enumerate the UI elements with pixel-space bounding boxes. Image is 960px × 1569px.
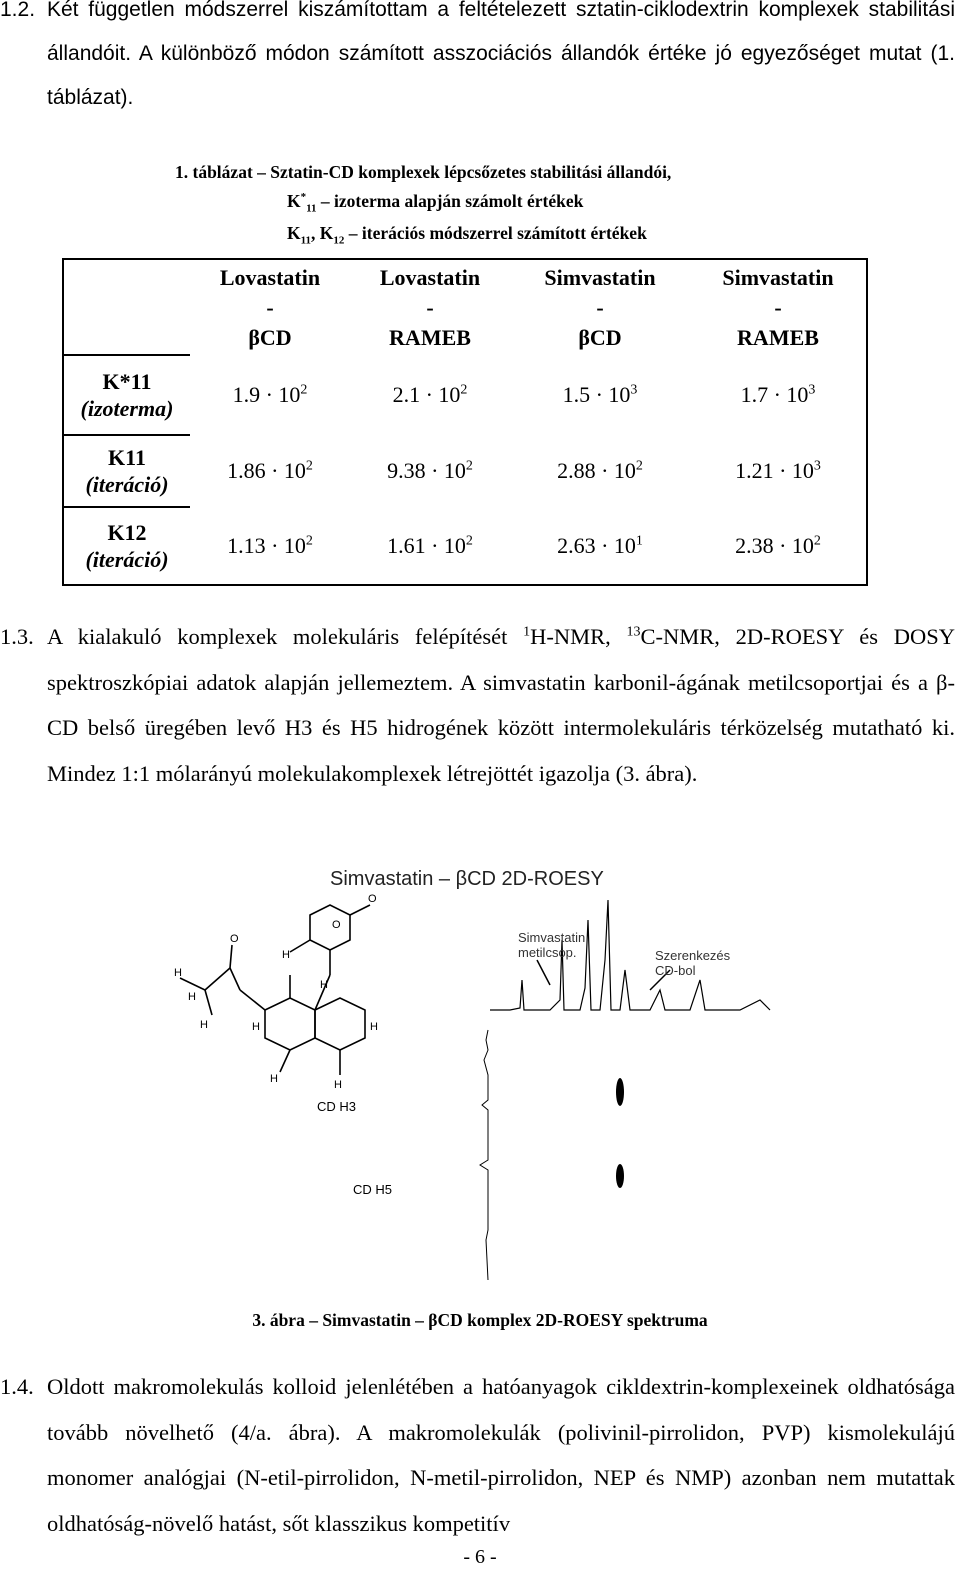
k-star: *: [300, 191, 307, 203]
table-corner: [63, 259, 190, 355]
section-text: Két független módszerrel kiszámítottam a feltételezett sztatin-ciklodextrin komplexek stabilitási állandóit. A különböző módon számított asszociációs állandók értéke jó egyezőséget mutat (1. táblázat).: [47, 0, 955, 109]
svg-text:H: H: [200, 1019, 208, 1031]
label-cd: Szerenkezés CD-bol: [655, 948, 731, 978]
svg-text:H: H: [188, 991, 196, 1003]
figure-title: Simvastatin – βCD 2D-ROESY: [330, 868, 604, 890]
label-h3: CD H3: [317, 1099, 357, 1114]
cell-r2-c4: $1.21 \cdot 10^3$: [690, 435, 867, 507]
table-caption-line3: [175, 221, 875, 254]
table-caption: [175, 160, 875, 254]
side-spectrum-trace: [480, 1030, 488, 1280]
svg-text:O: O: [230, 933, 239, 945]
cell-r1-c1: $1.9 \cdot 10^2$: [232, 382, 308, 407]
row-label-k11: K11 (iteráció): [63, 435, 190, 507]
svg-text:O: O: [368, 893, 377, 905]
section-1-3: [0, 614, 955, 796]
k-symbol: K: [287, 190, 301, 211]
section-1-4: [0, 1364, 955, 1546]
svg-text:H: H: [270, 1073, 278, 1085]
label-h5: CD H5: [353, 1182, 393, 1197]
k-iter-desc: – iterációs módszerrel számított értékek: [344, 223, 647, 244]
section-text: A kialakuló komplexek molekuláris felépítését $^1$H-NMR, $^{13}$C-NMR, 2D-ROESY és DOSY spektroszkópiai adatok alapján jellemeztem. A simvastatin karbonil-ágának metilcsoportjai és a β-CD belső üregében levő H3 és H5 hidrogének között intermolekuláris térközelség mutatható ki. Mindez 1:1 mólarányú molekulakomplexek létrejöttét igazolja (3. ábra).: [47, 624, 955, 786]
svg-text:H: H: [334, 1079, 342, 1091]
k11-symbol: K: [287, 223, 301, 244]
svg-text:H: H: [282, 949, 290, 961]
col-header-lova-rameb: Lovastatin - RAMEB: [350, 259, 510, 355]
cell-r1-c4: $1.7 \cdot 10^3$: [690, 355, 867, 435]
cell-r2-c1: $1.86 \cdot 10^2$: [227, 458, 313, 483]
row-label-kstar11: K*11 (izoterma): [63, 355, 190, 435]
cell-r3-c4: $2.38 \cdot 10^2$: [690, 507, 867, 585]
svg-text:H: H: [252, 1021, 260, 1033]
cell-r2-c2: $9.38 \cdot 10^2$: [387, 458, 473, 483]
figure-caption: 3. ábra – Simvastatin – βCD komplex 2D-ROESY spektruma: [252, 1310, 708, 1330]
section-number: 1.4.: [0, 1374, 34, 1399]
row-label-k12: K12 (iteráció): [63, 507, 190, 585]
svg-text:O: O: [332, 919, 341, 931]
roesy-figure: [170, 860, 810, 1300]
cell-r1-c2: $2.1 \cdot 10^2$: [392, 382, 468, 407]
section-1-2: [0, 0, 955, 120]
table-caption-line2: [175, 185, 875, 221]
arrow-simva: [537, 960, 550, 985]
cell-r3-c2: $1.61 \cdot 10^2$: [350, 507, 510, 585]
svg-text:H: H: [370, 1021, 378, 1033]
col-header-lova-bcd: Lovastatin - βCD: [190, 259, 350, 355]
section-number: 1.3.: [0, 624, 34, 649]
stability-table: [62, 258, 868, 586]
col-header-simva-rameb: Simvastatin - RAMEB: [690, 259, 867, 355]
roesy-spectrum: [170, 860, 810, 1300]
svg-text:H: H: [320, 979, 328, 991]
label-simva: Simvastatin metilcsop.: [518, 930, 586, 960]
cross-peak-h3: [616, 1078, 624, 1106]
table-caption-line1: 1. táblázat – Sztatin-CD komplexek lépcsőzetes stabilitási állandói,: [175, 162, 672, 182]
page-number: - 6 -: [463, 1546, 497, 1568]
roesy-plot-frame: [495, 1025, 795, 1285]
cell-r2-c3: $2.88 \cdot 10^2$: [557, 458, 643, 483]
k11-sub: 11: [300, 234, 312, 247]
k-desc: – izoterma alapján számolt értékek: [316, 190, 584, 211]
cell-r3-c1: $1.13 \cdot 10^2$: [190, 507, 350, 585]
svg-text:H: H: [174, 967, 182, 979]
k12-sub: 12: [333, 234, 345, 247]
cross-peak-h5: [616, 1164, 624, 1188]
cell-r1-c3: $1.5 \cdot 10^3$: [562, 382, 638, 407]
k-sub: 11: [306, 202, 317, 215]
cell-r3-c3: $2.63 \cdot 10^1$: [510, 507, 690, 585]
k12-symbol: , K: [311, 223, 334, 244]
atom-labels: [174, 893, 378, 1091]
simvastatin-structure-icon: [180, 905, 370, 1075]
section-number: 1.2.: [0, 0, 36, 21]
col-header-simva-bcd: Simvastatin - βCD: [510, 259, 690, 355]
section-text: Oldott makromolekulás kolloid jelenlétében a hatóanyagok cikldextrin-komplexeinek oldhatósága tovább növelhető (4/a. ábra). A makromolekulák (polivinil-pirrolidon, PVP) kismolekulájú monomer analógjai (N-etil-pirrolidon, N-metil-pirrolidon, NEP és NMP) azonban nem mutattak oldhatóság-növelő hatást, sőt klasszikus kompetitív: [47, 1374, 955, 1536]
